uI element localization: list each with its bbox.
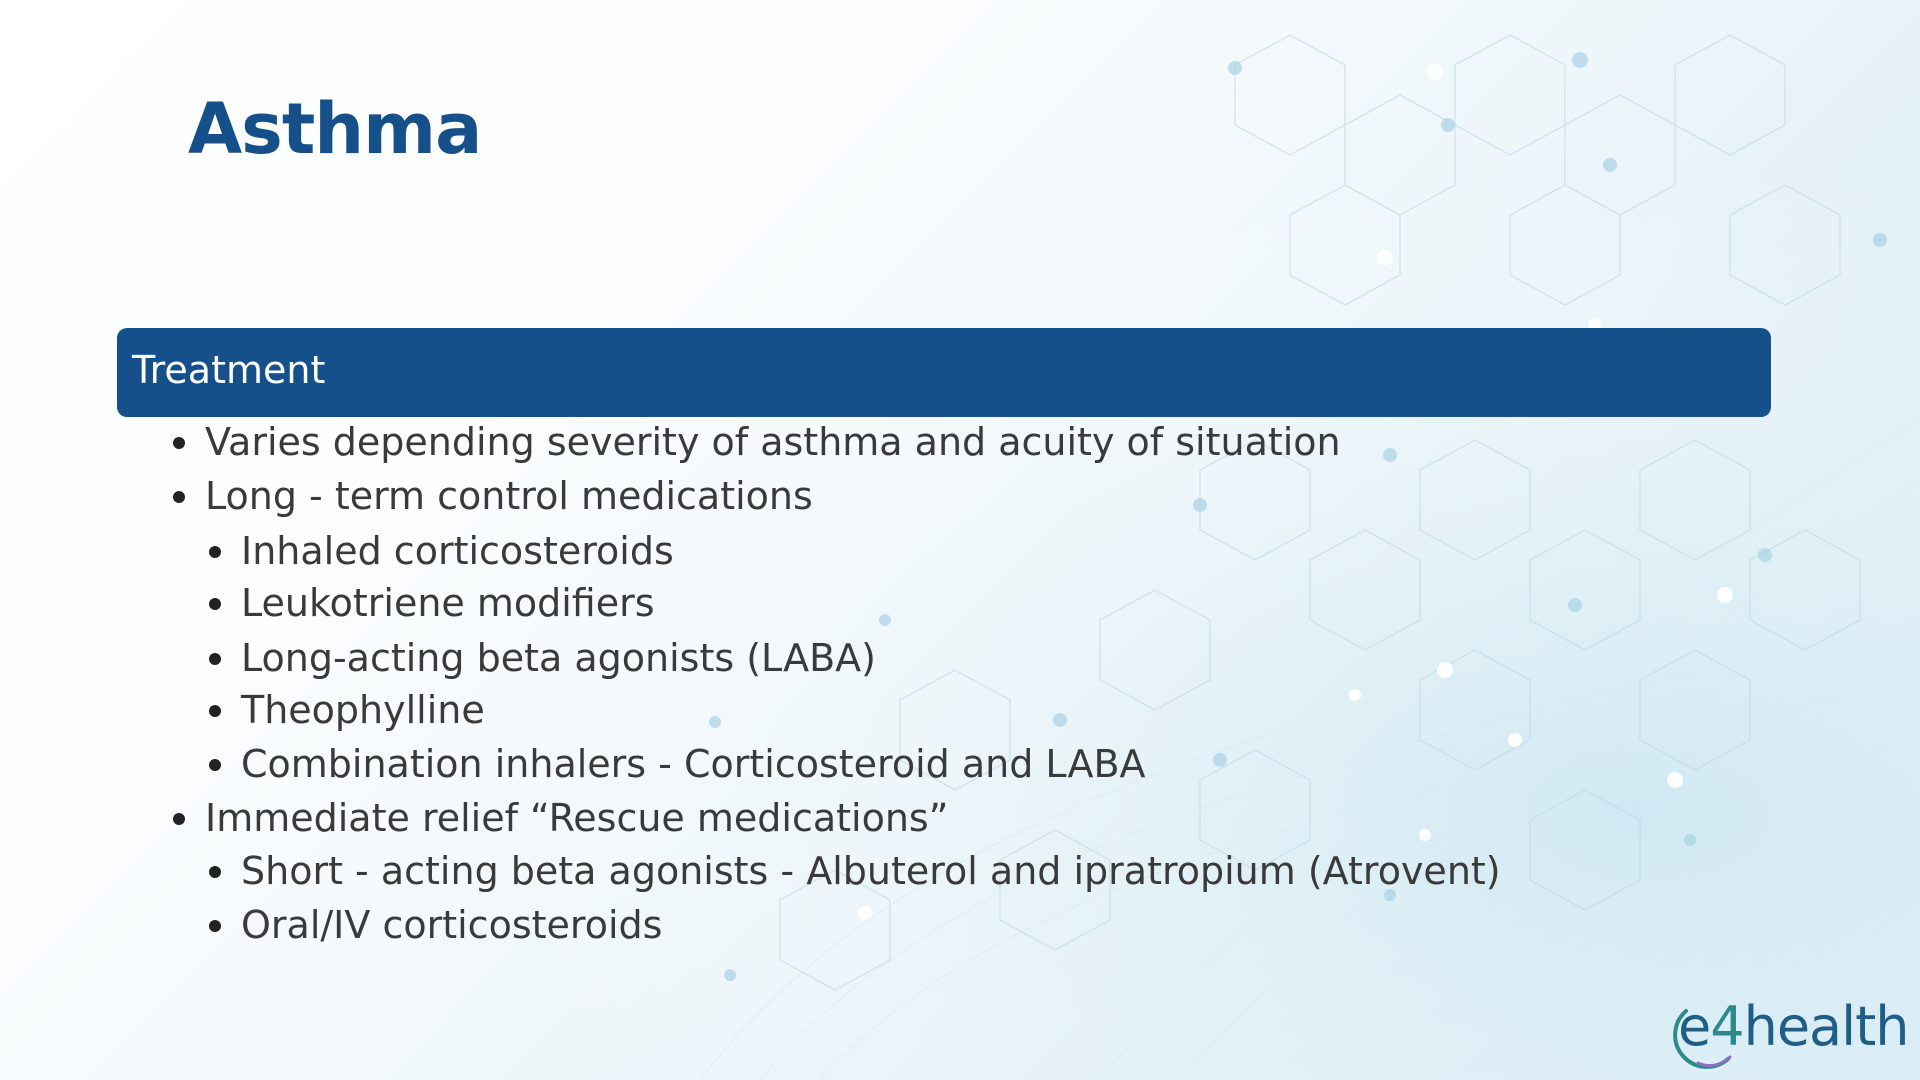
bullet-dot-icon [173, 437, 185, 449]
e4health-logo [1668, 993, 1909, 1065]
section-header-label: Treatment [132, 348, 326, 392]
bullet-dot-icon [209, 705, 221, 717]
bullet-text: Long - term control medications [205, 474, 813, 518]
sub-bullet-item [241, 741, 1146, 787]
bullet-text: Inhaled corticosteroids [241, 529, 674, 573]
bullet-text: Immediate relief “Rescue medications” [205, 796, 949, 840]
bullet-text: Short - acting beta agonists - Albuterol and ipratropium (Atrovent) [241, 849, 1501, 893]
bullet-text: Oral/IV corticosteroids [241, 903, 663, 947]
slide-title: Asthma [188, 88, 482, 170]
logo-wordmark: e4health [1678, 995, 1909, 1058]
sub-bullet-item [241, 687, 485, 733]
sub-bullet-item [241, 580, 655, 626]
bullet-dot-icon [209, 546, 221, 558]
bullet-text: Long-acting beta agonists (LABA) [241, 636, 876, 680]
sub-bullet-item [241, 635, 876, 681]
bullet-dot-icon [209, 598, 221, 610]
bullet-text: Combination inhalers - Corticosteroid and LABA [241, 742, 1146, 786]
section-header-bar [117, 328, 1771, 417]
bullet-dot-icon [209, 920, 221, 932]
sub-bullet-item [241, 902, 662, 948]
bullet-dot-icon [209, 653, 221, 665]
bullet-text: Varies depending severity of asthma and acuity of situation [205, 420, 1341, 464]
bullet-item [205, 795, 948, 841]
bullet-text: Theophylline [241, 688, 485, 732]
bullet-dot-icon [173, 813, 185, 825]
bullet-dot-icon [209, 866, 221, 878]
bullet-dot-icon [209, 759, 221, 771]
sub-bullet-item [241, 528, 674, 574]
bullet-dot-icon [173, 491, 185, 503]
bullet-item [205, 473, 813, 519]
sub-bullet-item [241, 848, 1501, 894]
bullet-item [205, 419, 1341, 465]
bullet-text: Leukotriene modifiers [241, 581, 655, 625]
